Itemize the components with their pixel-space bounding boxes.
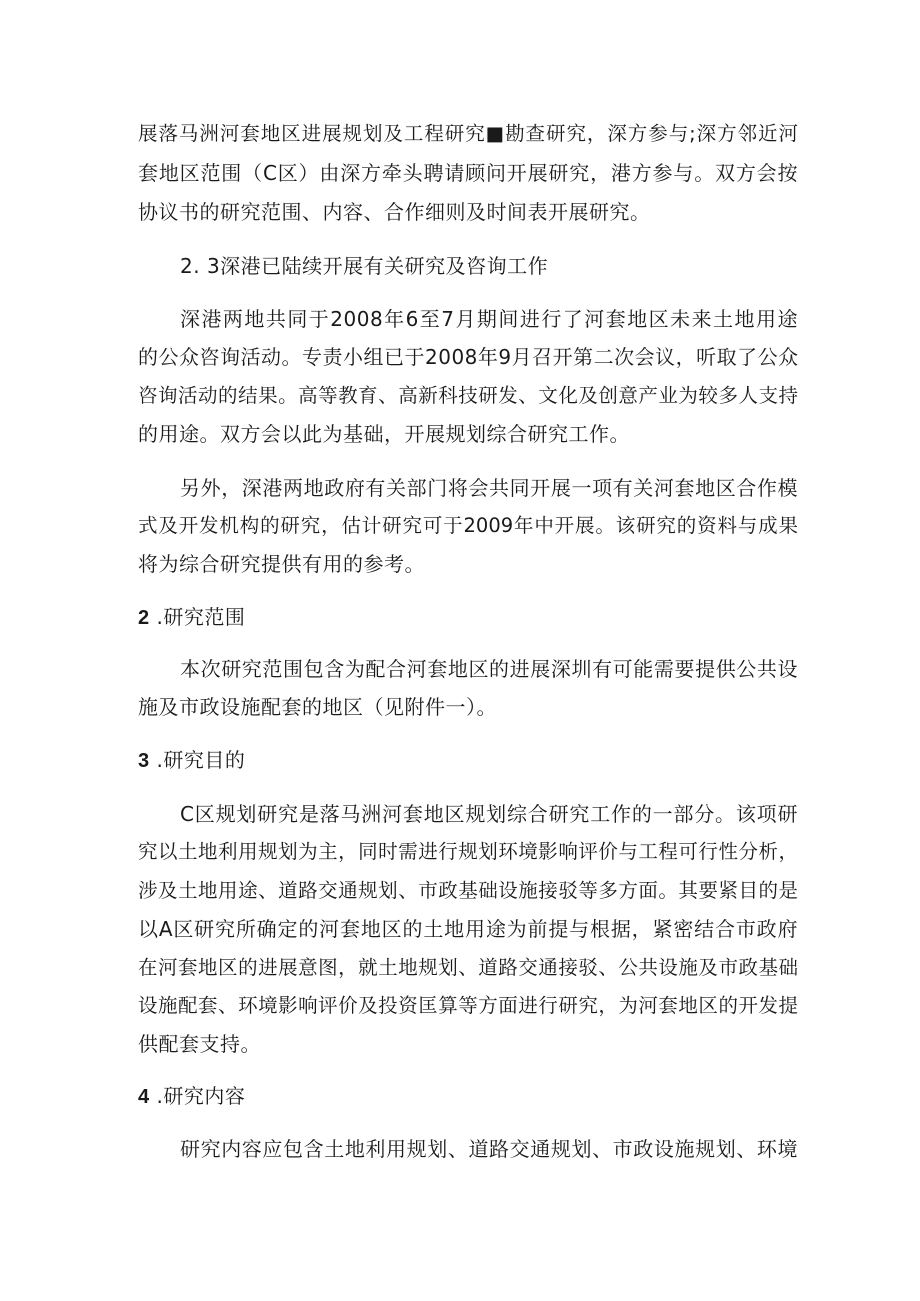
section-2-3-heading: 2. 3深港已陆续开展有关研究及咨询工作 bbox=[180, 254, 549, 278]
section-3-p-line-2: 究以土地利用规划为主，同时需进行规划环境影响评价与工程可行性分析， bbox=[138, 840, 798, 863]
section-2-3-p1-line-2: 的公众咨询活动。专责小组已于2008年9月召开第二次会议，听取了公众 bbox=[138, 345, 799, 369]
intro-line-1: 展落马洲河套地区进展规划及工程研究■勘查研究，深方参与;深方邻近河 bbox=[138, 122, 798, 145]
section-4-heading bbox=[138, 1082, 245, 1111]
intro-line-2: 套地区范围（C区）由深方牵头聘请顾问开展研究，港方参与。双方会按 bbox=[138, 161, 798, 185]
section-2-3-p2-line-3: 将为综合研究提供有用的参考。 bbox=[138, 552, 425, 576]
section-2-3-p1-line-4: 的用途。双方会以此为基础，开展规划综合研究工作。 bbox=[138, 422, 630, 446]
intro-line-3: 协议书的研究范围、内容、合作细则及时间表开展研究。 bbox=[138, 200, 651, 224]
section-2-heading bbox=[138, 603, 245, 632]
section-2-p-line-2: 施及市政设施配套的地区（见附件一）。 bbox=[138, 695, 497, 719]
section-2-3-p2-line-2: 式及开发机构的研究，估计研究可于2009年中开展。该研究的资料与成果 bbox=[138, 514, 798, 537]
section-4-number: 4 bbox=[138, 1086, 150, 1108]
section-3-title: .研究目的 bbox=[149, 748, 246, 772]
section-4-title: .研究内容 bbox=[149, 1084, 246, 1108]
section-3-p-line-7: 供配套支持。 bbox=[138, 1032, 261, 1056]
section-3-p-line-4: 以A区研究所确定的河套地区的土地用途为前提与根据，紧密结合市政府 bbox=[138, 917, 798, 941]
section-2-3-p1-line-1: 深港两地共同于2008年6至7月期间进行了河套地区未来土地用途 bbox=[180, 307, 798, 331]
section-3-p-line-1: C区规划研究是落马洲河套地区规划综合研究工作的一部分。该项研 bbox=[180, 802, 798, 826]
section-3-heading bbox=[138, 746, 245, 775]
section-3-p-line-3: 涉及土地用途、道路交通规划、市政基础设施接驳等多方面。其要紧目的是 bbox=[138, 879, 798, 902]
section-2-3-p1-line-3: 咨询活动的结果。高等教育、高新科技研发、文化及创意产业为较多人支持 bbox=[138, 384, 798, 407]
section-2-title: .研究范围 bbox=[149, 605, 246, 629]
section-2-3-p2-line-1: 另外，深港两地政府有关部门将会共同开展一项有关河套地区合作模 bbox=[180, 476, 798, 500]
section-3-number: 3 bbox=[138, 750, 150, 772]
section-3-p-line-5: 在河套地区的进展意图，就土地规划、道路交通接驳、公共设施及市政基础 bbox=[138, 956, 798, 979]
section-4-p-line-1: 研究内容应包含土地利用规划、道路交通规划、市政设施规划、环境 bbox=[180, 1137, 798, 1161]
section-2-p-line-1: 本次研究范围包含为配合河套地区的进展深圳有可能需要提供公共设 bbox=[180, 657, 798, 681]
section-2-number: 2 bbox=[138, 607, 150, 629]
section-3-p-line-6: 设施配套、环境影响评价及投资匡算等方面进行研究，为河套地区的开发提 bbox=[138, 994, 798, 1017]
